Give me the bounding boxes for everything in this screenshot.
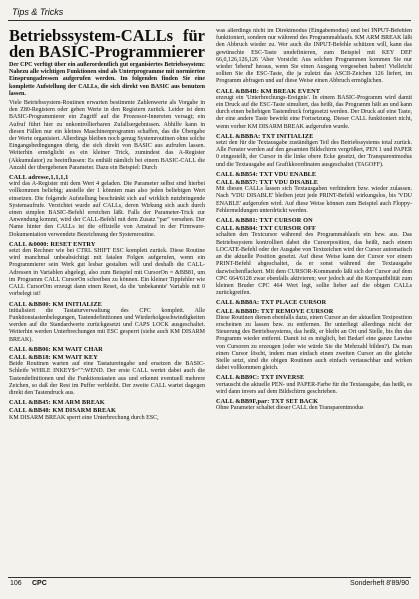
paragraph: initialisiert die Tastaturverwaltung des CPC komplett. Alle Funktionstastenbelegungen, Tastendefinitionen und Wiederholgeschwindigkeiten werden auf die Standardwerte zurückgesetzt und CAPS LOCK ausgeschaltet. Weiterhin werden Unterbrechungen mit ESC gesperrt (siehe auch KM DISARM BREAK).	[9, 307, 205, 343]
subheading: CALL &BB18: KM WAIT KEY	[9, 353, 98, 361]
paragraph: Mit diesen CALLs lassen sich Textausgaben verhindern bzw. wieder zulassen. Nach 'VDU DISABLE' bleiben jetzt jede PRINT-Befehl wirkungslos, bis 'VDU ENABLE' aufgerufen wird. Auf diese Weise können zum Beispiel auch Floppy-Fehlermeldungen unterdrückt werden.	[216, 186, 412, 214]
column-right	[216, 28, 412, 568]
paragraph: schalten den Textcursor während des Programmablaufs ein bzw. aus. Das Betriebssystem kontrolliert dabei die Cursorposition, das heißt, nach einem LOCATE-Befehl oder der Ausgabe von Textzeichen wird der Cursor automatisch an die aktuelle Position gesetzt. Auf diese Weise kann der Cursor vor einem PRINT-Befehl abgeschaltet, da er sonst während der Textausgabe dazwischenflackert. Mit dem CURSOR-Kommando läßt sich der Cursor auf dem CPC 664/6128 zwar ebenfalls aktivieren; wer jedoch auf die Kompatibilität zum kleinen Bruder CPC 464 Wert legt, sollte lieber auf die obigen CALLs zurückgreifen.	[216, 232, 412, 297]
page-number: 106	[10, 580, 22, 587]
subheading: CALL &0000: RESET ENTRY	[9, 240, 96, 248]
page-footer	[8, 577, 411, 592]
subheading: CALL &BB4B: KM BREAK EVENT	[216, 87, 321, 95]
subheading: CALL &BB8D: TXT REMOVE CURSOR	[216, 307, 334, 315]
subheading: CALL &BB9F,par: TXT SET BACK	[216, 397, 319, 405]
magazine-logo: CPC	[32, 580, 47, 587]
issue-label: Sonderheft 8'89/90	[350, 580, 409, 587]
subheading: CALL &BB00: KM INITIALIZE	[9, 300, 102, 308]
subheading: CALL &BB81: TXT CURSOR ON	[216, 217, 313, 225]
paragraph: wird das A-Register mit dem Wert 4 geladen. Die Parameter selbst sind hierbei vollkommen beliebig; anstelle der 1 könnten man also jeden beliebigen Wert einsetzen. Die folgende Aufstellung beschränkt sich auf wirklich nutzbringende Systemaufrufe. Verzichtet wurde auf CALLs, deren Wirkung sich auch durch einen simplen BASIC-Befehl erreichen läßt. Falls der Parameter-Trick zur Anwendung kommt, wird der CALL-Befehl mit dem Zusatz "par" versehen. Der Name hinter den CALLs ist die offizielle von Amstrad in der Firmware-Dokumentation verwendete Bezeichnung der Systemroutine.	[9, 181, 205, 238]
subheading: CALL &BBBA: TXT INITIALIZE	[216, 132, 314, 140]
paragraph: Beide Routinen warten auf eine Tastatureingabe und ersetzen die BASIC-Schleife WHILE INKEY$="":WEND. Der erste CALL wertet dabei auch die Tastendefinitionen und die Funktionstasten aus und erkennt eventuell mehrere Zeichen, so daß der Rest im Puffer verbleibt. Der zweite CALL wartet dagegen direkt den Tastendruck aus.	[9, 361, 205, 396]
subheading: CALL &BB9C: TXT INVERSE	[216, 374, 305, 382]
paragraph: KM DISARM BREAK sperrt eine Unterbrechung durch ESC,	[9, 414, 159, 421]
subheading: CALL &BB06: KM WAIT CHAR	[9, 345, 103, 353]
subheading: CALL &BB54: TXT VDU ENABLE	[216, 170, 317, 178]
page-header	[8, 4, 411, 21]
paragraph: setzt den Rechner wie bei CTRL SHIFT ESC komplett zurück. Diese Routine wird manchmal unbeabsichtigt mit fatalen Folgen aufgerufen, wenn ein Programmierer sein Werk gut lesbar gestalten will und deshalb die CALL-Adressen in Variablen abgelegt, also zum Beispiel mit CursorOn = &BB81, um im Programm CALL CursorOn schreiben zu können. Ein kleiner Tippfehler wie CALL CursorOm erzeugt dann einen Reset, da die 'unbekannte' Variable mit 0 vorbelegt ist!	[9, 248, 205, 298]
subheading: CALL &BB8A: TXT PLACE CURSOR	[216, 299, 327, 307]
subheading: CALL &BB48: KM DISARM BREAK	[9, 407, 116, 415]
column-left	[9, 28, 205, 565]
subheading: CALL &BB45: KM ARM BREAK	[9, 399, 105, 407]
paragraph: was allerdings nicht im Direktmodus (Eingabemodus) und bei INPUT-Befehlen funktioniert, sondern nur während des Programmablaufs. KM ARM BREAK läßt den Abbruch wieder zu. Wer auch die INPUT-Befehle schützen will, kann das gewünschte ESC-Taste umdefinieren, zum Beispiel mit KEY DEF 66,0,126,126,126 'Aber Vorsicht: Aus solchen Programmen kommen Sie nur wieder 'lebend' heraus, wenn Sie einen Ausgang vorgesehen haben! Vielleicht sollten Sie die ESC-Taste, die ja zuletzt das ASCII-Zeichen 126 liefert, im Programm abfragen und auf diese Weise einen Abbruch ermöglichen.	[216, 28, 412, 85]
paragraph: Viele Betriebssystem-Routinen erwarten bestimmte Zahlenwerte als Vorgabe in den Z80-Registern oder geben Werte in den Registern zurück. Leider ist dem BASIC-Programmierer ein Zugriff auf die Prozessor-Innereien versagt; ein Aufruf führt hier zu unkontrollierbaren Zufallsergebnissen. Abhilfe kann in diesen Fällen nur ein kleines Maschinenprogramm schaffen, das die Übergabe der Werte organisiert. Allerdings bleiben noch genug Systemroutinen ohne solche Eingangsbedingungen übrig, die sich direkt von BASIC aus aufrufen lassen. Weiterhin ermöglicht es ein kleiner Trick, zumindest das A-Register (Akkumulator) zu beeinflussen: Es enthält nämlich bei einem BASIC-CALL die Anzahl der übergebenen Parameter. Dazu ein Beispiel: Durch	[9, 100, 205, 171]
paragraph: Ohne Parameter schaltet dieser CALL den Transparentmodus	[216, 405, 364, 412]
article-headline: Betriebssystem-CALLs für den BASIC-Programmierer	[9, 28, 205, 61]
article-lead: Der CPC verfügt über ein außerordentlich gut organisiertes Betriebssystem: Nahezu alle wichtigen Funktionen sind als Unterprogramme mit normierten Einsprungadressen aufgerufen werden. Im folgenden finden Sie eine komplette Aufstellung der CALLs, die sich direkt von BASIC aus benutzen lassen.	[9, 62, 205, 97]
code-line: CALL adresse,1,1,1,1	[9, 174, 69, 182]
paragraph: erzeugt ein 'Unterbrechungs-Ereignis'. In einem BASIC-Programm wird damit ein Druck auf die ESC-Taste simuliert, das heißt, das Programm hält an und kann durch einen beliebigen Tastendruck fortgesetzt werden. Der Druck auf eine Taste, der eine andere Taste bewirkt eine Fortsetzung. Dieser CALL funktioniert nicht, wenn vorher KM DISARM BREAK aufgerufen wurde.	[216, 94, 412, 130]
paragraph: setzt den für die Textausgabe zuständigen Teil des Betriebssystems total zurück. Alle Fenster werden auf den gesamten Bildschirm vergrößert, PEN 1 und PAPER 0 eingestellt, der Cursor in die linke obere Ecke gesetzt, der Transparentmodus und die Textausgabe auf Grafikkoordinaten ausgeschaltet (TAGOFF).	[216, 140, 412, 168]
subheading: CALL &BB84: TXT CURSOR OFF	[216, 225, 316, 233]
section-title: Tips & Tricks	[12, 7, 64, 17]
paragraph: Diese Routinen dienen ebenfalls dazu, einen Cursor an der aktuellen Textposition erscheinen zu lassen bzw. zu entfernen. Ihr unterliegt allerdings nicht der Steuerung des Betriebssystems, das heißt, er bleibt an Ort und Stelle, bis ihn das Programm wieder entfernt. Damit ist es möglich, bei Bedarf eine ganze Lawine von Cursoren zu erzeugen (oder wie würde Sie die Mehrzahl bilden?). Da man einen Cursor löscht, indem man einfach einen zweiten Cursor an die gleiche Stelle setzt, sind die obigen Routinen auch einfach vertauschbar und wirken dabei vollkommen gleich.	[216, 314, 412, 372]
subheading: CALL &BB57: TXT VDU DISABLE	[216, 179, 319, 187]
paragraph: vertauscht die aktuelle PEN- und PAPER-Farbe für die Textausgabe, das heißt, es wird dann invers auf dem Bildschirm geschrieben.	[216, 381, 412, 395]
